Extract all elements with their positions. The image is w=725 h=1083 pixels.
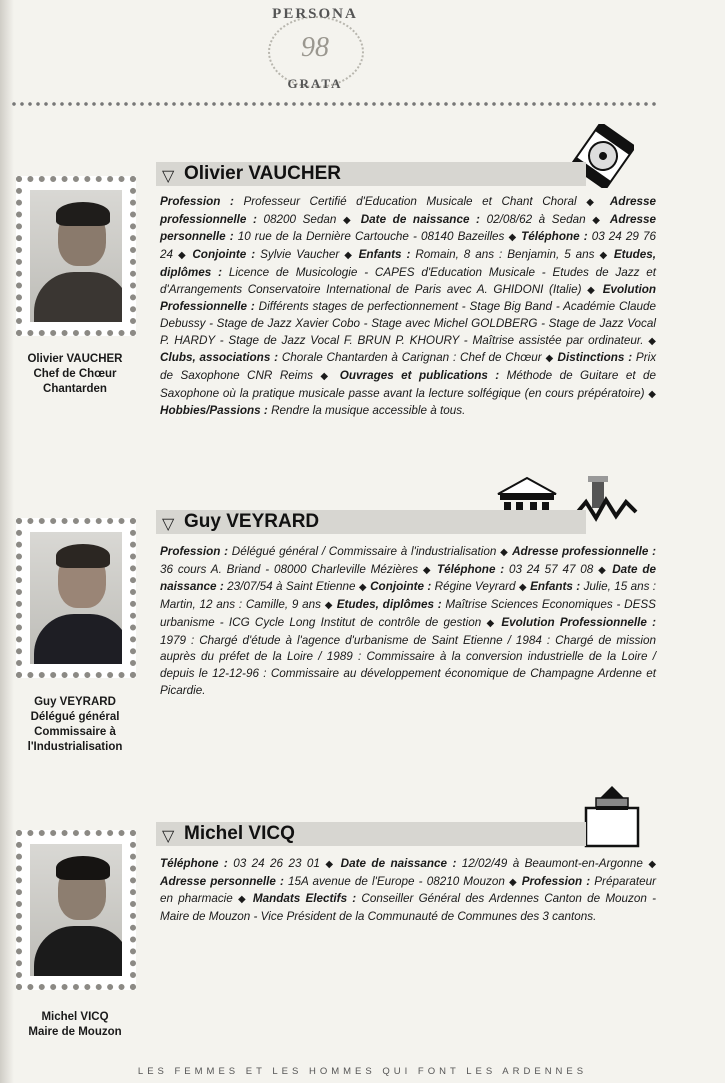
diamond-separator-icon: ◆ [586, 197, 601, 208]
field-label: Etudes, diplômes : [160, 248, 657, 279]
caption-line: Chantarden [43, 383, 107, 395]
diamond-separator-icon: ◆ [587, 284, 598, 296]
field-label: Adresse personnelle : [160, 874, 284, 888]
field-label: Evolution Professionnelle : [501, 615, 656, 629]
field-label: Enfants : [530, 580, 581, 594]
field-value: Régine Veyrard [434, 580, 516, 594]
diamond-separator-icon: ◆ [598, 564, 608, 576]
caption-line: Olivier VAUCHER [27, 353, 123, 365]
diamond-separator-icon: ◆ [344, 250, 354, 262]
field-label: Profession : [521, 874, 591, 888]
field-label: Evolution Professionnelle : [160, 282, 656, 314]
field-value: 36 cours A. Briand - 08000 Charleville Mézières [160, 562, 419, 576]
diamond-separator-icon: ◆ [177, 250, 188, 262]
diamond-separator-icon: ◆ [545, 353, 554, 365]
field-label: Date de naissance : [160, 562, 656, 594]
field-label: Enfants : [358, 248, 411, 262]
portrait-caption [0, 695, 150, 755]
field-label: Conjointe : [192, 248, 256, 262]
caption-line: Chef de Chœur [33, 368, 117, 380]
emblem-number: 98 [301, 32, 329, 63]
field-value: 08200 Sedan [263, 212, 337, 226]
field-label: Ouvrages et publications : [339, 369, 500, 383]
person-name: Michel VICQ [184, 823, 295, 844]
portrait-stamp [16, 518, 136, 678]
page-footer: LES FEMMES ET LES HOMMES QUI FONT LES ARDENNES [137, 1066, 588, 1077]
field-label: Conjointe : [370, 580, 432, 594]
diamond-separator-icon: ◆ [592, 214, 604, 226]
diamond-separator-icon: ◆ [599, 250, 609, 262]
field-label: Clubs, associations : [160, 351, 279, 365]
field-label: Distinctions : [557, 351, 633, 365]
field-label: Adresse professionnelle : [160, 195, 656, 226]
triangle-down-icon: ▽ [162, 828, 175, 845]
field-value: Conseiller Général des Ardennes Canton de Mouzon - Maire de Mouzon - Vice Président de la Communauté de Communes des 3 cantons. [160, 892, 656, 924]
bio-text [160, 194, 656, 420]
field-value: Julie, 15 ans : Martin, 12 ans : Camille, 9 ans [160, 580, 657, 612]
name-bar [156, 510, 586, 534]
ballot-box-icon [582, 784, 642, 850]
bio-text [160, 544, 656, 699]
field-value: Délégué général / Commissaire à l'industrialisation [231, 545, 497, 558]
emblem-bottom: GRATA [287, 76, 343, 91]
caption-line: Maire de Mouzon [28, 1026, 122, 1038]
caption-line: Commissaire à [34, 726, 116, 738]
emblem-top: PERSONA [272, 6, 358, 22]
diamond-separator-icon: ◆ [343, 214, 355, 226]
field-value: Méthode de Guitare et de Saxophone où la pratique musicale passe avant la lecture solfégique (en cours prépératoire) [160, 369, 657, 400]
bio-text [160, 856, 656, 926]
portrait-caption [0, 352, 150, 397]
portrait-stamp [16, 176, 136, 336]
field-value: 03 24 29 76 24 [160, 230, 656, 262]
triangle-down-icon: ▽ [162, 168, 175, 185]
field-value: Rendre la musique accessible à tous. [271, 404, 466, 418]
name-bar [156, 162, 586, 186]
diamond-separator-icon: ◆ [422, 564, 433, 576]
field-label: Téléphone : [521, 230, 588, 244]
field-value: 15A avenue de l'Europe - 08210 Mouzon [287, 874, 505, 888]
field-label: Etudes, diplômes : [336, 598, 442, 612]
field-value: 02/08/62 à Sedan [486, 212, 586, 226]
field-value: Sylvie Vaucher [260, 248, 340, 262]
field-value: 03 24 26 23 01 [233, 857, 320, 870]
field-value: Différents stages de perfectionnement - Stage Big Band - Académie Claude Debussy - Stage de Jazz Xavier Cobo - Stage avec Michel GOLDBERG - Stage de Jazz Vocal P. HARDY - Stage de Jazz Vocal F. BRUN P. KHOURY - Maîtrise assistée par ordinateur. [160, 300, 656, 347]
caption-line: l'Industrialisation [27, 741, 123, 753]
field-label: Téléphone : [437, 562, 505, 576]
field-label: Hobbies/Passions : [160, 404, 268, 418]
field-value: 23/07/54 à Saint Etienne [227, 580, 356, 594]
diamond-separator-icon: ◆ [508, 232, 518, 244]
caption-line: Michel VICQ [41, 1011, 109, 1023]
field-value: Licence de Musicologie - CAPES d'Education Musicale - Etudes de Jazz et d'Arrangements Conservatoire International de Paris avec A. GHIDONI (Italie) [160, 265, 656, 296]
diamond-separator-icon: ◆ [320, 371, 333, 383]
field-value: Chorale Chantarden à Carignan : Chef de Chœur [281, 351, 542, 365]
portrait-caption [0, 1010, 150, 1040]
diamond-separator-icon: ◆ [509, 876, 518, 888]
field-value: 1979 : Chargé d'étude à l'agence d'urbanisme de Saint Etienne / 1984 : Chargé de mission auprès du préfet de la Loire / 1989 : Commissaire à la conversion industrielle de la Loire / depuis le 12-12-96 : Commissaire au développement économique de Champagne Ardenne et Picardie. [160, 633, 656, 697]
portrait-photo [30, 190, 122, 322]
field-value: 10 rue de la Dernière Cartouche - 08140 Bazeilles [237, 230, 505, 244]
field-label: Date de naissance : [340, 857, 457, 870]
diamond-separator-icon: ◆ [648, 859, 657, 870]
field-label: Adresse personnelle : [160, 212, 657, 244]
field-value: Maîtrise Sciences Economiques - DESS urbanisme - ICG Cycle Long Institut de contrôle de gestion [160, 598, 656, 629]
portrait-stamp [16, 830, 136, 990]
page-binding-shadow [0, 0, 14, 1083]
dotted-divider [10, 100, 660, 108]
field-label: Profession : [160, 195, 234, 208]
diamond-separator-icon: ◆ [518, 582, 527, 594]
triangle-down-icon: ▽ [162, 516, 175, 533]
diamond-separator-icon: ◆ [358, 582, 367, 594]
diamond-separator-icon: ◆ [486, 617, 497, 629]
field-value: 12/02/49 à Beaumont-en-Argonne [461, 857, 643, 870]
diamond-separator-icon: ◆ [325, 859, 336, 870]
portrait-photo [30, 532, 122, 664]
caption-line: Guy VEYRARD [34, 696, 116, 708]
field-value: Prix de Saxophone CNR Reims [160, 351, 657, 383]
caption-line: Délégué général [30, 711, 120, 723]
field-label: Date de naissance : [360, 212, 480, 226]
field-value: Préparateur en pharmacie [160, 874, 656, 906]
persona-grata-emblem [250, 2, 380, 98]
field-value: 03 24 57 47 08 [508, 562, 594, 576]
field-value: Professeur Certifié d'Education Musicale et Chant Choral [243, 195, 577, 208]
person-name: Olivier VAUCHER [184, 163, 341, 184]
person-name: Guy VEYRARD [184, 511, 320, 532]
field-label: Adresse professionnelle : [512, 545, 656, 558]
diamond-separator-icon: ◆ [500, 547, 509, 558]
diamond-separator-icon: ◆ [648, 335, 656, 347]
field-label: Profession : [160, 545, 229, 558]
diamond-separator-icon: ◆ [238, 894, 248, 906]
field-value: Romain, 8 ans : Benjamin, 5 ans [415, 248, 595, 262]
portrait-photo [30, 844, 122, 976]
field-label: Téléphone : [160, 857, 228, 870]
diamond-separator-icon: ◆ [324, 600, 333, 612]
field-label: Mandats Electifs : [252, 892, 357, 906]
diamond-separator-icon: ◆ [648, 388, 656, 400]
name-bar [156, 822, 586, 846]
